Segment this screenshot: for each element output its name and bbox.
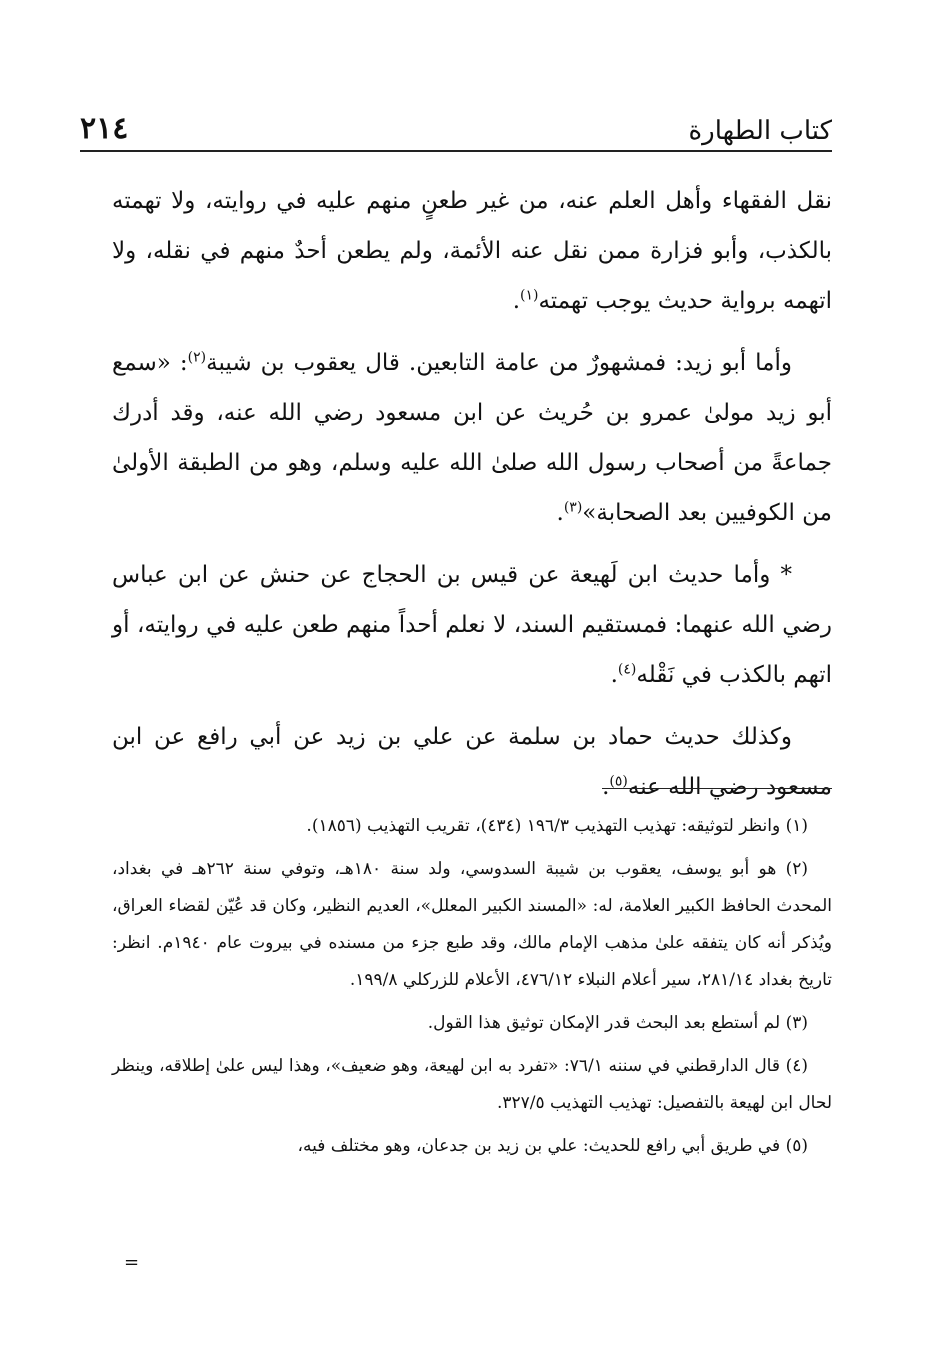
punctuation: . bbox=[602, 774, 610, 800]
footnotes bbox=[112, 808, 832, 1171]
footnote: (٣) لم أستطع بعد البحث قدر الإمكان توثيق هذا القول. bbox=[427, 1013, 808, 1033]
footnote: (٤) قال الدارقطني في سننه ٧٦/١: «تفرد به ابن لهيعة، وهو ضعيف»، وهذا ليس علىٰ إطلاقه، وينظر لحال ابن لهيعة بالتفصيل: تهذيب التهذيب ٣٢٧/٥. bbox=[112, 1056, 832, 1113]
paragraph bbox=[112, 338, 832, 538]
paragraph-text: وأما أبو زيد: فمشهورٌ من عامة التابعين. قال يعقوب بن شيبة bbox=[206, 350, 792, 376]
footnote: (١) وانظر لتوثيقه: تهذيب التهذيب ١٩٦/٣ (٤٣٤)، تقريب التهذيب (١٨٥٦). bbox=[306, 816, 808, 836]
footnote-ref: (٥) bbox=[609, 773, 628, 790]
footnote-divider bbox=[602, 788, 832, 789]
punctuation: : bbox=[179, 350, 188, 376]
punctuation: . bbox=[610, 662, 618, 688]
paragraph bbox=[112, 712, 832, 812]
footnote: (٥) في طريق أبي رافع للحديث: علي بن زيد بن جدعان، وهو مختلف فيه، bbox=[297, 1136, 808, 1156]
quotation-text: «سمع أبو زيد مولىٰ عمرو بن حُريث عن ابن مسعود رضي الله عنه، وقد أدرك جماعةً من أصحاب رسول الله صلىٰ الله عليه وسلم، وهو من الطبقة الأولىٰ من الكوفيين بعد الصحابة» bbox=[112, 350, 832, 526]
paragraph bbox=[112, 176, 832, 326]
footnote-ref: (٢) bbox=[187, 349, 207, 366]
paragraph-text: وكذلك حديث حماد بن سلمة عن علي بن زيد عن أبي رافع عن ابن مسعود رضي الله عنه bbox=[112, 724, 832, 800]
footnote: (٢) هو أبو يوسف، يعقوب بن شيبة السدوسي، ولد سنة ١٨٠هـ، وتوفي سنة ٢٦٢هـ في بغداد، المحدث الحافظ الكبير العلامة، له: «المسند الكبير المعلل»، العديم النظير، وكان قد عُيّن لقضاء العراق، ويُذكر أنه كان يتفقه علىٰ مذهب الإمام مالك، وقد طبع جزء من مسنده في بيروت عام ١٩٤٠م. انظر: تاريخ بغداد ٢٨١/١٤، سير أعلام النبلاء ٤٧٦/١٢، الأعلام للزركلي ١٩٩/٨. bbox=[112, 859, 833, 990]
running-title: كتاب الطهارة bbox=[688, 116, 832, 146]
page-header bbox=[80, 104, 832, 152]
continuation-mark: = bbox=[124, 1252, 140, 1273]
footnote-ref: (٤) bbox=[617, 661, 637, 678]
paragraph-text: نقل الفقهاء وأهل العلم عنه، من غير طعنٍ منهم عليه في روايته، ولا تهمته بالكذب، وأبو فزارة ممن نقل عنه الأئمة، ولم يطعن أحدٌ منهم في نقله، ولا اتهمه برواية حديث يوجب تهمته bbox=[112, 188, 832, 314]
paragraph bbox=[112, 550, 832, 700]
punctuation: . bbox=[512, 288, 520, 314]
main-text bbox=[112, 176, 832, 824]
footnote-ref: (٣) bbox=[563, 499, 583, 516]
page-number: ٢١٤ bbox=[80, 111, 129, 146]
footnote-ref: (١) bbox=[520, 287, 539, 304]
punctuation: . bbox=[556, 500, 564, 526]
paragraph-text: * وأما حديث ابن لَهيعة عن قيس بن الحجاج عن حنش عن ابن عباس رضي الله عنهما: فمستقيم السند، لا نعلم أحداً منهم طعن عليه في روايته، أو اتهم بالكذب في نَقْله bbox=[112, 562, 832, 688]
